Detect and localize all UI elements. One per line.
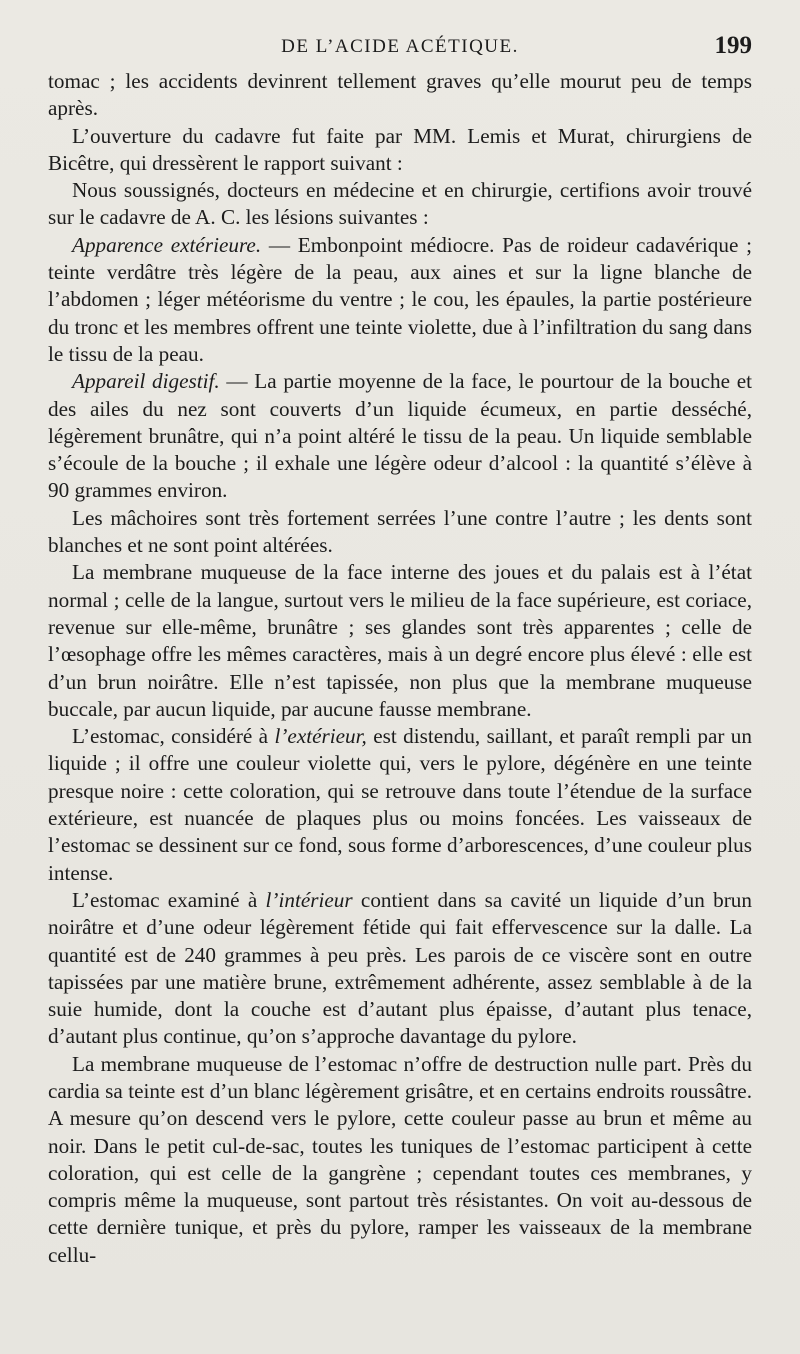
paragraph: [48, 723, 752, 887]
paragraph-text: — La partie moyenne de la face, le pourtour de la bouche et des ailes du nez sont couverts d’un liquide écumeux, en partie desséché, légèrement brunâtre, qui n’a point altéré le tissu de la peau. Un liquide semblable s’écoule de la bouche ; il exhale une légère odeur d’alcool : la quantité s’élève à 90 grammes environ.: [48, 369, 752, 503]
paragraph: [48, 559, 752, 723]
paragraph: [48, 505, 752, 560]
paragraph: [48, 887, 752, 1051]
paragraph-text: L’estomac examiné à: [72, 887, 266, 912]
paragraph: [48, 123, 752, 178]
italic-term: l’intérieur: [265, 887, 353, 912]
paragraph-text: L’ouverture du cadavre fut faite par MM. Lemis et Murat, chirurgiens de Bicêtre, qui dressèrent le rapport suivant :: [48, 123, 752, 175]
page-header: [48, 32, 752, 68]
paragraph: [48, 232, 752, 368]
paragraph: [48, 1051, 752, 1269]
paragraph-text: L’estomac, considéré à: [72, 724, 275, 749]
section-heading: Appareil digestif.: [72, 369, 220, 394]
body-text: [48, 68, 752, 1269]
paragraph-text: La membrane muqueuse de l’estomac n’offre de destruction nulle part. Près du cardia sa teinte est d’un blanc légèrement grisâtre, et en certains endroits roussâtre. A mesure qu’on descend vers le pylore, cette couleur passe au brun et même au noir. Dans le petit cul-de-sac, toutes les tuniques de l’estomac participent à cette coloration, qui est celle de la gangrène ; cependant toutes ces membranes, y compris même la muqueuse, sont partout très résistantes. On voit au-dessous de cette dernière tunique, et près du pylore, ramper les vaisseaux de la membrane cellu-: [48, 1051, 752, 1267]
paragraph-text: Nous soussignés, docteurs en médecine et en chirurgie, certifions avoir trouvé sur le cadavre de A. C. les lésions suivantes :: [48, 178, 752, 230]
running-title: DE L’ACIDE ACÉTIQUE.: [281, 36, 519, 57]
paragraph: [48, 68, 752, 123]
paragraph-text: contient dans sa cavité un liquide d’un brun noirâtre et d’une odeur légèrement fétide qui fait effervescence sur la dalle. La quantité est de 240 grammes à peu près. Les parois de ce viscère sont en outre tapissées par une matière brune, extrêmement adhérente, assez semblable à de la suie humide, dont la couche est d’autant plus épaisse, d’autant plus tenace, d’autant plus continue, qu’on s’approche davantage du pylore.: [48, 887, 752, 1049]
paragraph-text: — Embonpoint médiocre. Pas de roideur cadavérique ; teinte verdâtre très légère de la peau, aux aines et sur la ligne blanche de l’abdomen ; léger météorisme du ventre ; le cou, les épaules, la partie postérieure du tronc et les membres offrent une teinte violette, due à l’infiltration du sang dans le tissu de la peau.: [48, 232, 752, 366]
paragraph: [48, 368, 752, 504]
paragraph-text: est distendu, saillant, et paraît rempli par un liquide ; il offre une couleur violette qui, vers le pylore, dégénère en une teinte presque noire : cette coloration, qui se retrouve dans toute l’étendue de la surface extérieure, est nuancée de plaques plus ou moins foncées. Les vaisseaux de l’estomac se dessinent sur ce fond, sous forme d’arborescences, d’une couleur plus intense.: [48, 724, 752, 885]
paragraph-text: tomac ; les accidents devinrent tellement graves qu’elle mourut peu de temps après.: [48, 69, 752, 121]
italic-term: l’extérieur,: [274, 724, 367, 749]
paragraph-text: La membrane muqueuse de la face interne des joues et du palais est à l’état normal ; celle de la langue, surtout vers le milieu de la face supérieure, est coriace, revenue sur elle-même, brunâtre ; ses glandes sont très apparentes ; celle de l’œsophage offre les mêmes caractères, mais à un degré encore plus élevé : elle est d’un brun noirâtre. Elle n’est tapissée, non plus que la membrane muqueuse buccale, par aucun liquide, par aucune fausse membrane.: [48, 560, 752, 721]
paragraph: [48, 177, 752, 232]
section-heading: Apparence extérieure.: [72, 232, 262, 257]
page-number: 199: [714, 32, 752, 59]
paragraph-text: Les mâchoires sont très fortement serrées l’une contre l’autre ; les dents sont blanches et ne sont point altérées.: [48, 505, 752, 558]
